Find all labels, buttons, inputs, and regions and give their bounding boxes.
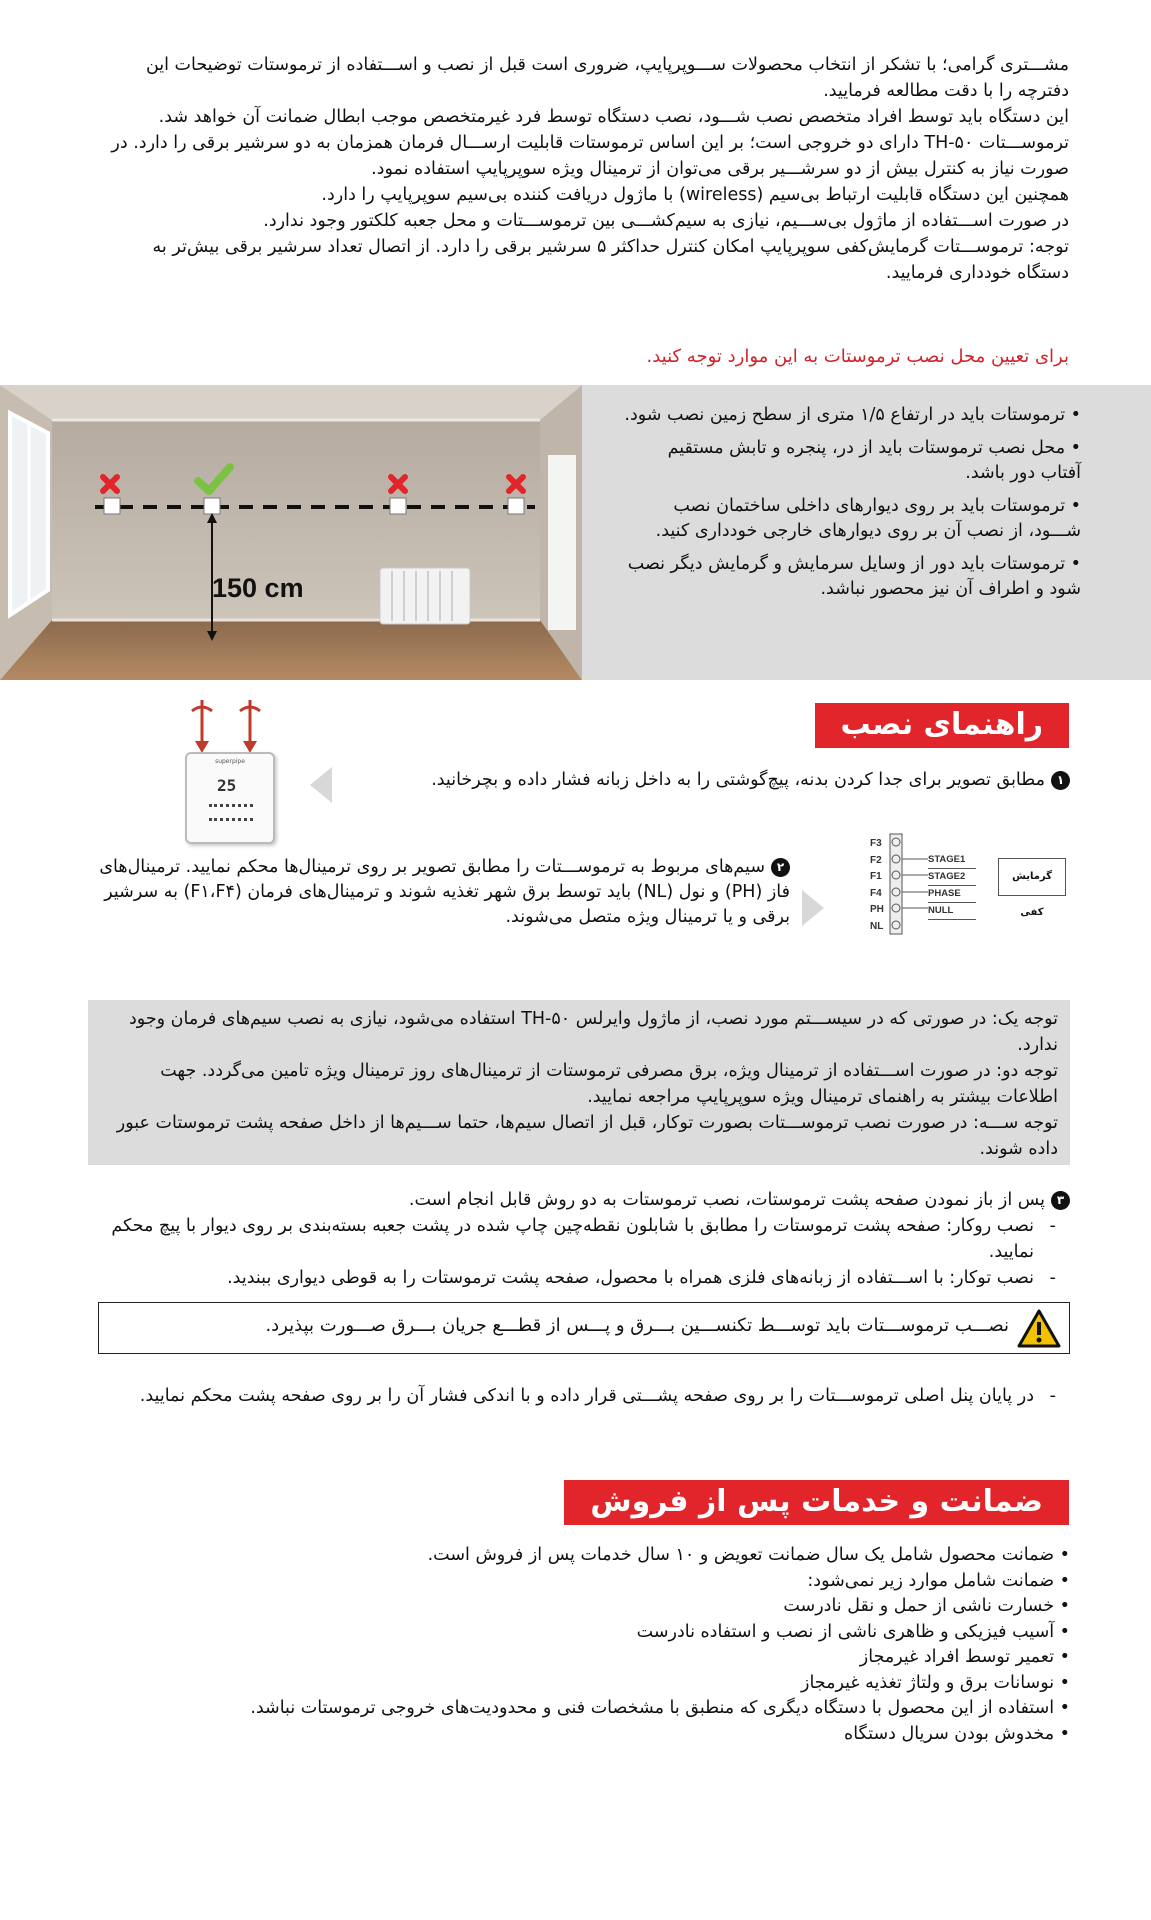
step-number: ۳: [1051, 1191, 1070, 1210]
thermostat-buttons: [209, 818, 253, 824]
pointer-right-icon: [802, 890, 824, 926]
warranty-list: [105, 1543, 1070, 1747]
intro-paragraph: مشـــتری گرامی؛ با تشکر از انتخاب محصولات ســـوپرپایپ، ضروری است قبل از نصب و اســـتفاده از ترموستات توضیحات این دفترچه را با دقت مطالعه فرمایید.: [145, 55, 1069, 101]
wire-label: STAGE2: [928, 869, 976, 886]
note-item: توجه یک: در صورتی که در سیســـتم مورد نصب، از ماژول وایرلس TH-۵۰ استفاده می‌شود، نیازی به نصب سیم‌های فرمان وجود ندارد.: [128, 1009, 1058, 1055]
step-number: ۱: [1051, 771, 1070, 790]
install-step-1: [335, 770, 1070, 790]
terminal-label: F4: [870, 887, 882, 899]
step-number: ۲: [771, 858, 790, 877]
intro-paragraph: این دستگاه باید توسط افراد متخصص نصب شـــود، نصب دستگاه توسط فرد غیرمتخصص موجب ابطال ضمانت آن خواهد شد.: [158, 107, 1069, 127]
wire-label: NULL: [928, 903, 976, 920]
intro-paragraph: توجه: ترموســـتات گرمایش‌کفی سوپرپایپ امکان کنترل حداکثر ۵ سرشیر برقی را دارد. از اتصال تعداد سرشیر برقی بیش‌تر به دستگاه خودداری فرمایید.: [152, 237, 1069, 283]
warranty-item: • مخدوش بودن سریال دستگاه: [105, 1722, 1070, 1748]
placement-heading: برای تعیین محل نصب ترموستات به این موارد توجه کنید.: [646, 346, 1069, 367]
install-step-2: [85, 855, 790, 930]
warranty-heading: ضمانت و خدمات پس از فروش: [564, 1480, 1069, 1525]
installation-heading: راهنمای نصب: [815, 703, 1070, 748]
warning-box: [98, 1302, 1070, 1354]
terminal-block: [888, 832, 928, 936]
room-illustration: [0, 385, 582, 680]
thermostat-device: [185, 752, 275, 844]
terminal-label: PH: [870, 904, 884, 915]
note-item: توجه ســـه: در صورت نصب ترموســـتات بصورت توکار، قبل از اتصال سیم‌ها، حتما ســـیم‌ها از داخل صفحه پشت ترموستات عبور داده شوند.: [116, 1113, 1058, 1159]
warranty-item: • استفاده از این محصول با دستگاه دیگری که منطبق با مشخصات فنی و محدودیت‌های خروجی ترموستات نباشد.: [105, 1696, 1070, 1722]
intro-text: [105, 52, 1069, 286]
final-step-text: - در پایان پنل اصلی ترموســـتات را بر روی صفحه پشـــتی قرار داده و با اندکی فشار آن را بر روی صفحه پشت محکم نمایید.: [85, 1383, 1070, 1409]
final-step: [85, 1383, 1070, 1409]
placement-item: • محل نصب ترموستات باید از در، پنجره و تابش مستقیم آفتاب دور باشد.: [622, 436, 1081, 486]
thermostat-display: 25: [217, 776, 237, 795]
placement-item: • ترموستات باید بر روی دیوارهای داخلی ساختمان نصب شـــود، از نصب آن بر روی دیوارهای خارجی خودداری کنید.: [622, 494, 1081, 544]
terminal-label: NL: [870, 920, 884, 932]
install-step-3: [85, 1187, 1070, 1291]
warranty-item: • خسارت ناشی از حمل و نقل نادرست: [105, 1594, 1070, 1620]
room-drawing: [0, 385, 582, 680]
terminal-label: F3: [870, 838, 882, 849]
terminal-label: F2: [870, 854, 882, 866]
height-label: 150 cm: [212, 573, 304, 603]
install-method-item: - نصب روکار: صفحه پشت ترموستات را مطابق با شابلون نقطه‌چین چاپ شده در پشت جعبه بسته‌بندی بر روی دیوار با پیچ محکم نمایید.: [85, 1213, 1070, 1265]
wiring-diagram: [862, 830, 1072, 940]
notes-box: [88, 1000, 1070, 1165]
install-method-item: - نصب توکار: با اســـتفاده از زبانه‌های فلزی همراه با محصول، صفحه پشت ترموستات را به قوطی دیواری ببندید.: [85, 1265, 1070, 1291]
warranty-item: • تعمیر توسط افراد غیرمجاز: [105, 1645, 1070, 1671]
intro-paragraph: همچنین این دستگاه قابلیت ارتباط بی‌سیم (wireless) با ماژول دریافت کننده بی‌سیم سوپرپایپ را دارد.: [321, 185, 1069, 205]
wire-label: STAGE1: [928, 852, 976, 869]
note-item: توجه دو: در صورت اســـتفاده از ترمینال ویژه، برق مصرفی ترموستات از ترمینال‌های روز ترمینال ویژه تامین می‌گردد. جهت اطلاعات بیشتر به راهنمای ترمینال ویژه سوپرپایپ مراجعه نمایید.: [160, 1061, 1058, 1107]
warning-text: نصـــب ترموســـتات باید توســـط تکنســـین بـــرق و پـــس از قطـــع جریان بـــرق صـــورت بپذیرد.: [265, 1315, 1009, 1336]
warranty-item: • آسیب فیزیکی و ظاهری ناشی از نصب و استفاده نادرست: [105, 1620, 1070, 1646]
placement-item: • ترموستات باید دور از وسایل سرمایش و گرمایش دیگر نصب شود و اطراف آن نیز محصور نباشد.: [622, 552, 1081, 602]
placement-guidelines: [582, 385, 1151, 680]
radiator: [380, 568, 470, 624]
warranty-item: • ضمانت محصول شامل یک سال ضمانت تعویض و ۱۰ سال خدمات پس از فروش است.: [105, 1543, 1070, 1569]
step-text: پس از باز نمودن صفحه پشت ترموستات، نصب ترموستات به دو روش قابل انجام است.: [408, 1190, 1045, 1210]
floor-heating-box: گرمایش کفی: [998, 858, 1066, 896]
terminal-label: F1: [870, 871, 882, 882]
thermostat-buttons: [209, 804, 253, 810]
intro-paragraph: ترموســـتات TH-۵۰ دارای دو خروجی است؛ بر این اساس ترموستات قابلیت ارســـال فرمان همزمان به دو سرشیر برقی را دارد. در صورت نیاز به کنترل بیش از دو سرشـــیر برقی می‌توان از ترمینال ویژه سوپرپایپ استفاده نمود.: [111, 133, 1069, 179]
rotate-arrows-icon: [180, 695, 280, 760]
warranty-item: • نوسانات برق و ولتاژ تغذیه غیرمجاز: [105, 1671, 1070, 1697]
wire-label: PHASE: [928, 886, 976, 903]
step-text: مطابق تصویر برای جدا کردن بدنه، پیچ‌گوشتی را به داخل زبانه فشار داده و بچرخانید.: [431, 770, 1045, 790]
step-text: سیم‌های مربوط به ترموســـتات را مطابق تصویر بر روی ترمینال‌ها محکم نمایید. ترمینال‌های فاز (PH) و نول (NL) باید توسط برق شهر تغذیه شوند و ترمینال‌های فرمان (F۱،F۴) به سرشیر برقی و یا ترمینال ویژه متصل می‌شوند.: [99, 857, 790, 927]
warranty-item: • ضمانت شامل موارد زیر نمی‌شود:: [105, 1569, 1070, 1595]
pointer-left-icon: [310, 767, 332, 803]
placement-item: • ترموستات باید در ارتفاع ۱/۵ متری از سطح زمین نصب شود.: [622, 403, 1081, 428]
thermostat-brand: superpipe: [215, 758, 245, 765]
warning-triangle-icon: [1017, 1309, 1061, 1349]
intro-paragraph: در صورت اســـتفاده از ماژول بی‌ســـیم، نیازی به سیم‌کشـــی بین ترموســـتات و محل جعبه کلکتور وجود ندارد.: [263, 211, 1069, 231]
